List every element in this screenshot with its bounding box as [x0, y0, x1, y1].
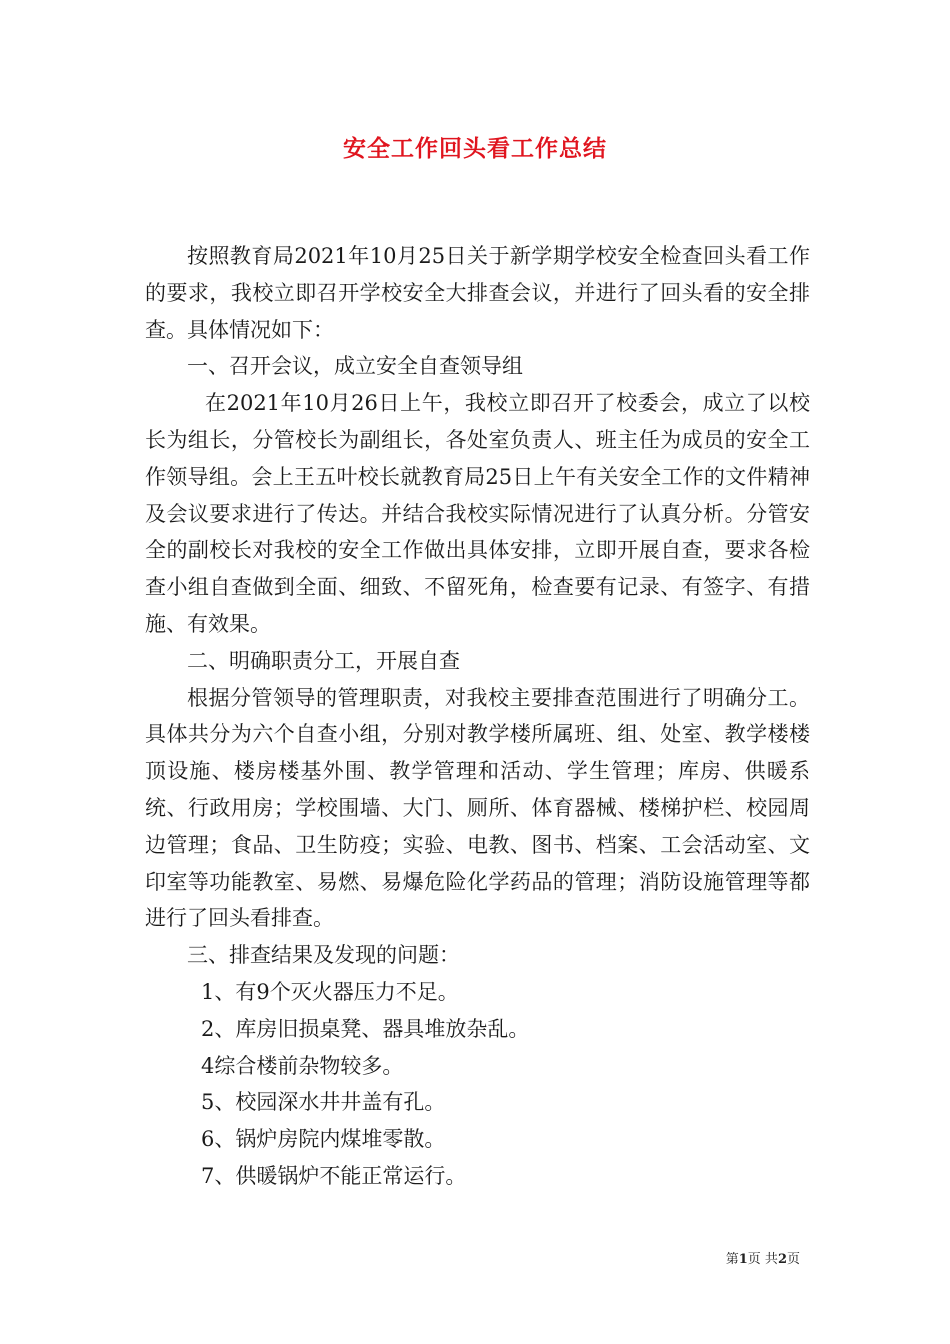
footer-suffix: 页 — [786, 1252, 800, 1267]
section-heading-3: 三、排查结果及发现的问题： — [187, 943, 460, 968]
list-item: 5、校园深水井井盖有孔。 — [201, 1090, 446, 1115]
paragraph-intro: 按照教育局2021年10月25日关于新学期学校安全检查回头看工作的要求，我校立即召开学校安全大排查会议，并进行了回头看的安全排查。具体情况如下： — [145, 244, 810, 342]
paragraph-division: 根据分管领导的管理职责，对我校主要排查范围进行了明确分工。具体共分为六个自查小组，分别对教学楼所属班、组、处室、教学楼楼顶设施、楼房楼基外围、教学管理和活动、学生管理；库房、供暖系统、行政用房；学校围墙、大门、厕所、体育器械、楼梯护栏、校园周边管理；食品、卫生防疫；实验、电教、图书、档案、工会活动室、文印室等功能教室、易燃、易爆危险化学药品的管理；消防设施管理等都进行了回头看排查。 — [145, 685, 810, 931]
page-number-footer — [726, 1248, 800, 1267]
footer-middle: 页 共 — [747, 1252, 778, 1267]
list-item: 1、有9个灭火器压力不足。 — [201, 979, 459, 1004]
footer-prefix: 第 — [725, 1252, 739, 1267]
document-title: 安全工作回头看工作总结 — [343, 135, 607, 162]
paragraph-meeting: 在2021年10月26日上午，我校立即召开了校委会，成立了以校长为组长，分管校长为副组长，各处室负责人、班主任为成员的安全工作领导组。会上王五叶校长就教育局25日上午有关安全工作的文件精神及会议要求进行了传达。并结合我校实际情况进行了认真分析。分管安全的副校长对我校的安全工作做出具体安排，立即开展自查，要求各检查小组自查做到全面、细致、不留死角，检查要有记录、有签字、有措施、有效果。 — [145, 391, 810, 636]
document-body — [145, 238, 810, 1195]
list-item: 4综合楼前杂物较多。 — [201, 1053, 404, 1078]
list-item: 6、锅炉房院内煤堆零散。 — [201, 1127, 446, 1152]
section-heading-1: 一、召开会议，成立安全自查领导组 — [187, 354, 523, 379]
total-page-count: 2 — [777, 1252, 787, 1267]
list-item: 7、供暖锅炉不能正常运行。 — [201, 1163, 467, 1188]
current-page-number: 1 — [738, 1252, 748, 1267]
list-item: 2、库房旧损桌凳、器具堆放杂乱。 — [201, 1016, 530, 1041]
section-heading-2: 二、明确职责分工，开展自查 — [187, 648, 460, 673]
